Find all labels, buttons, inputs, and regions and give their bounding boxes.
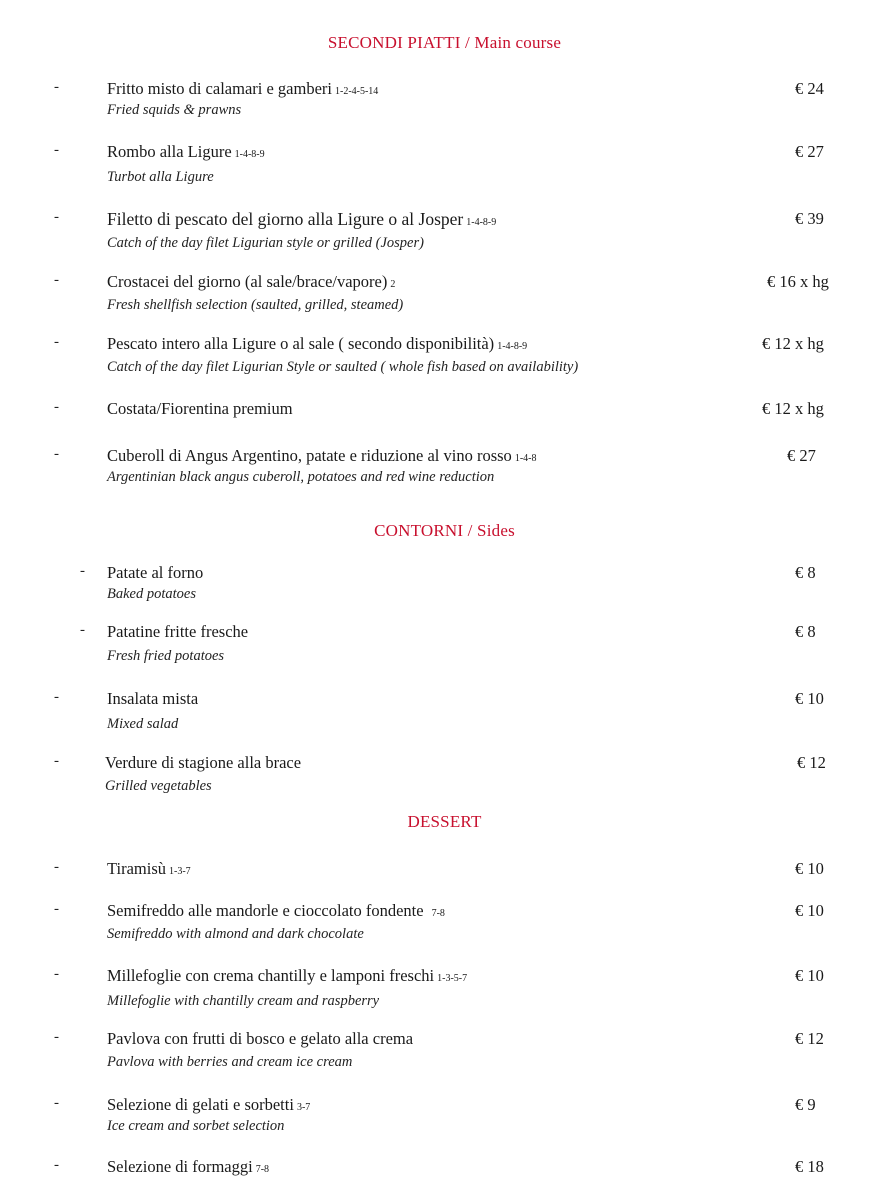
dish-price: € 10 xyxy=(795,859,824,878)
dish-description: Fresh shellfish selection (saulted, grilled, steamed) xyxy=(107,297,404,313)
dish-name: Fritto misto di calamari e gamberi 1-2-4-5-14 xyxy=(107,79,379,98)
dish-name: Filetto di pescato del giorno alla Ligure o al Josper 1-4-8-9 xyxy=(107,209,497,229)
allergen-codes: 1-4-8-9 xyxy=(466,217,497,228)
allergen-codes: 1-4-8-9 xyxy=(234,149,265,160)
dish-name: Selezione di formaggi 7-8 xyxy=(107,1157,270,1176)
dish-description: Catch of the day filet Ligurian Style or saulted ( whole fish based on availability) xyxy=(107,359,579,375)
dish-name: Tiramisù 1-3-7 xyxy=(107,859,191,878)
bullet-dash: - xyxy=(54,334,59,350)
bullet-dash: - xyxy=(54,966,59,982)
dish-price: € 8 xyxy=(795,563,816,582)
dish-price: € 12 x hg xyxy=(762,399,824,418)
dish-description: Fried squids & prawns xyxy=(107,102,242,118)
dish-price: € 16 x hg xyxy=(767,272,829,291)
allergen-codes: 1-4-8 xyxy=(514,453,537,464)
dish-price: € 27 xyxy=(787,446,816,465)
dish-description: Catch of the day filet Ligurian style or grilled (Josper) xyxy=(107,235,424,251)
allergen-codes: 1-4-8-9 xyxy=(497,341,528,352)
dish-price: € 9 xyxy=(795,1095,816,1114)
dish-price: € 10 xyxy=(795,966,824,985)
dish-description: Argentinian black angus cuberoll, potatoes and red wine reduction xyxy=(107,469,495,485)
allergen-codes: 1-2-4-5-14 xyxy=(334,86,379,97)
allergen-codes: 7-8 xyxy=(255,1164,270,1175)
bullet-dash: - xyxy=(54,1029,59,1045)
dish-price: € 12 xyxy=(797,753,826,772)
dish-name: Pavlova con frutti di bosco e gelato alla crema xyxy=(107,1029,414,1048)
bullet-dash: - xyxy=(80,622,85,638)
dish-price: € 10 xyxy=(795,901,824,920)
allergen-codes: 7-8 xyxy=(431,908,445,919)
dish-description: Baked potatoes xyxy=(107,586,196,602)
dish-price: € 39 xyxy=(795,209,824,228)
dish-name: Selezione di gelati e sorbetti 3-7 xyxy=(107,1095,311,1114)
bullet-dash: - xyxy=(54,79,59,95)
allergen-codes: 2 xyxy=(390,279,396,290)
bullet-dash: - xyxy=(54,209,59,225)
bullet-dash: - xyxy=(54,1157,59,1173)
bullet-dash: - xyxy=(54,901,59,917)
dish-name: Verdure di stagione alla brace xyxy=(105,753,302,772)
bullet-dash: - xyxy=(54,689,59,705)
allergen-codes: 1-3-7 xyxy=(169,866,191,877)
dish-name: Crostacei del giorno (al sale/brace/vapore) 2 xyxy=(107,272,396,291)
dish-name: Costata/Fiorentina premium xyxy=(107,399,293,418)
dish-description: Semifreddo with almond and dark chocolate xyxy=(107,926,364,942)
dish-name: Millefoglie con crema chantilly e lamponi freschi 1-3-5-7 xyxy=(107,966,468,985)
allergen-codes: 3-7 xyxy=(296,1102,311,1113)
dish-price: € 8 xyxy=(795,622,816,641)
allergen-codes: 1-3-5-7 xyxy=(437,973,468,984)
dish-description: Millefoglie with chantilly cream and raspberry xyxy=(107,993,380,1009)
bullet-dash: - xyxy=(54,446,59,462)
dish-description: Ice cream and sorbet selection xyxy=(107,1118,285,1134)
dish-price: € 24 xyxy=(795,79,824,98)
bullet-dash: - xyxy=(54,859,59,875)
dish-description: Pavlova with berries and cream ice cream xyxy=(107,1054,353,1070)
section-title-main-course: SECONDI PIATTI / Main course xyxy=(327,33,562,52)
dish-price: € 10 xyxy=(795,689,824,708)
bullet-dash: - xyxy=(80,563,85,579)
bullet-dash: - xyxy=(54,1095,59,1111)
dish-description: Fresh fried potatoes xyxy=(107,648,225,664)
dish-name: Cuberoll di Angus Argentino, patate e riduzione al vino rosso 1-4-8 xyxy=(107,446,537,465)
dish-name: Rombo alla Ligure 1-4-8-9 xyxy=(107,142,265,161)
bullet-dash: - xyxy=(54,753,59,769)
dish-price: € 12 x hg xyxy=(762,334,824,353)
dish-description: Mixed salad xyxy=(107,716,179,732)
section-title-sides: CONTORNI / Sides xyxy=(374,521,515,540)
dish-price: € 18 xyxy=(795,1157,824,1176)
bullet-dash: - xyxy=(54,399,59,415)
dish-name: Insalata mista xyxy=(107,689,199,708)
section-title-dessert: DESSERT xyxy=(407,812,482,831)
bullet-dash: - xyxy=(54,272,59,288)
bullet-dash: - xyxy=(54,142,59,158)
dish-name: Semifreddo alle mandorle e cioccolato fondente 7-8 xyxy=(107,901,445,920)
dish-description: Turbot alla Ligure xyxy=(107,169,214,185)
dish-price: € 27 xyxy=(795,142,824,161)
dish-price: € 12 xyxy=(795,1029,824,1048)
dish-description: Grilled vegetables xyxy=(105,778,212,794)
dish-name: Pescato intero alla Ligure o al sale ( secondo disponibilità) 1-4-8-9 xyxy=(107,334,528,353)
dish-name: Patate al forno xyxy=(107,563,204,582)
dish-name: Patatine fritte fresche xyxy=(107,622,249,641)
